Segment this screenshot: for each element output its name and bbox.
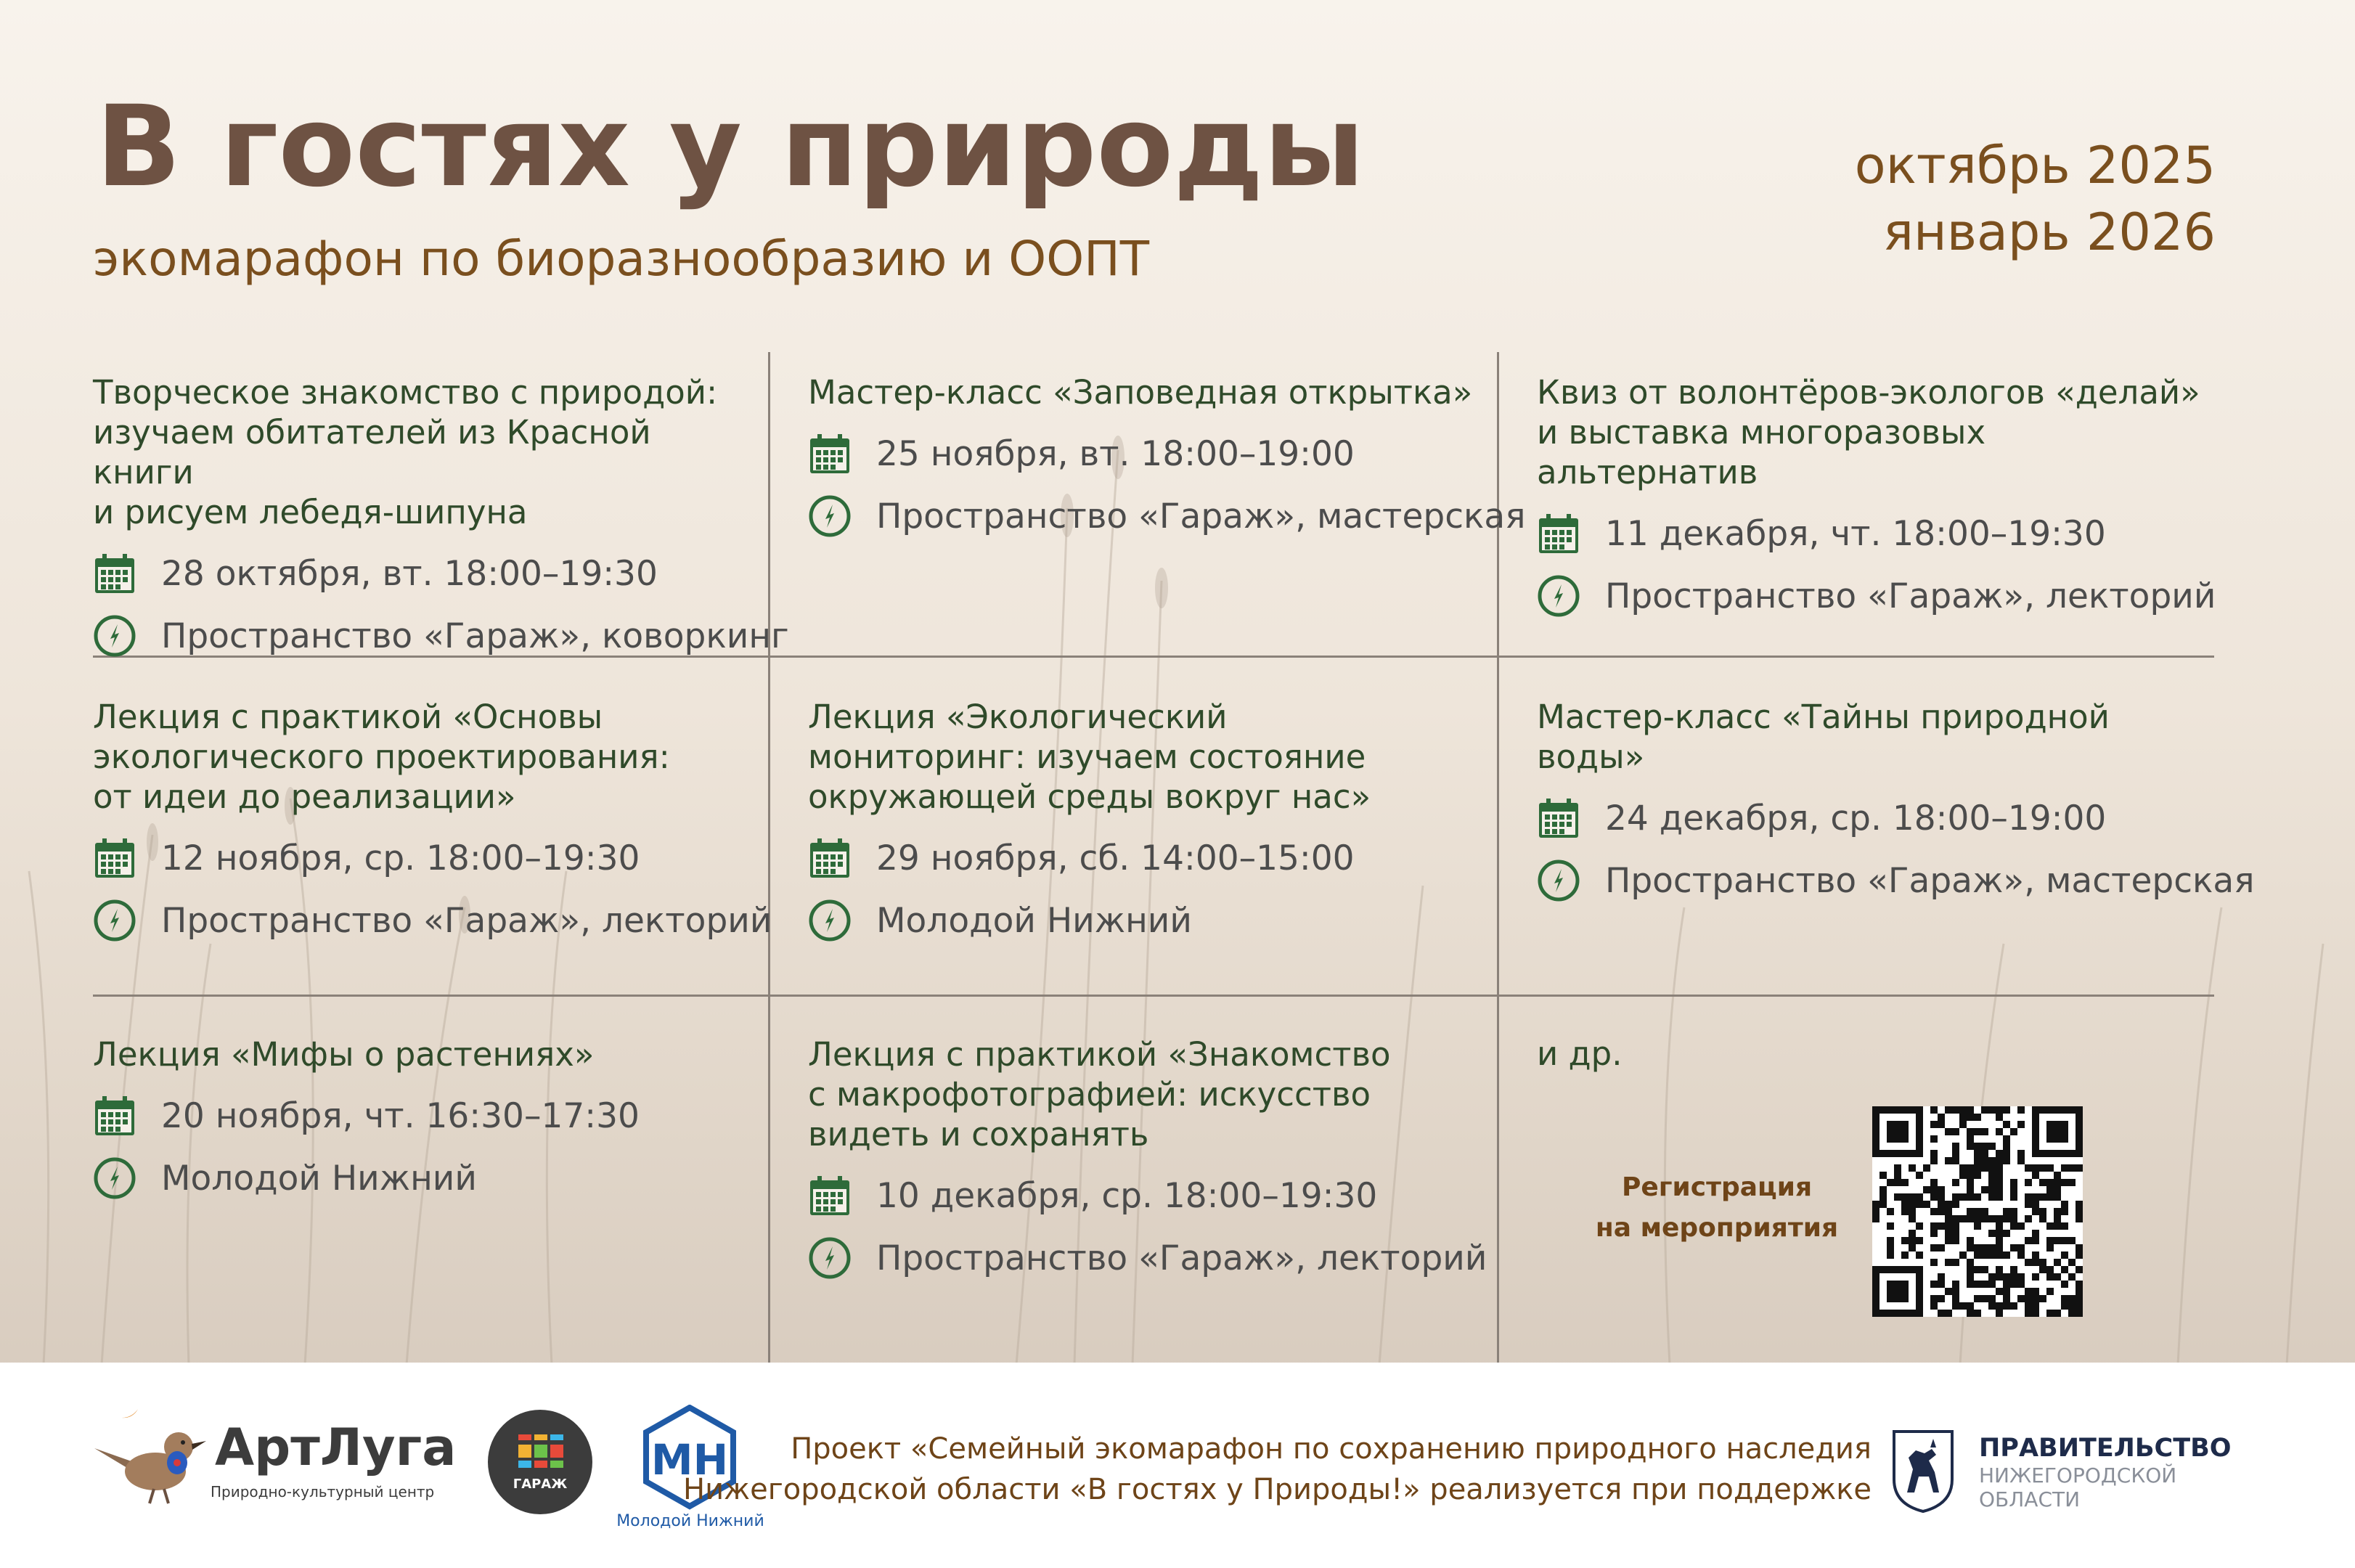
event-title	[808, 372, 1476, 412]
registration-label	[1593, 1167, 1840, 1249]
event-title-line: Мастер-класс «Заповедная открытка»	[808, 373, 1473, 412]
molodoy-nizhny-name: Молодой Нижний	[616, 1512, 764, 1530]
calendar-icon	[93, 552, 136, 595]
event-date: 28 октября, вт. 18:00–19:30	[161, 553, 658, 594]
event-card	[1537, 372, 2216, 616]
event-date-row	[808, 838, 1476, 878]
event-title-line: Квиз от волонтёров-экологов «делай»	[1537, 373, 2200, 412]
event-title-line: экологического проектирования:	[93, 738, 670, 776]
event-title	[808, 697, 1476, 817]
event-place: Пространство «Гараж», лекторий	[876, 1238, 1487, 1278]
government-name: ПРАВИТЕЛЬСТВО	[1979, 1434, 2232, 1463]
event-place-row	[1537, 576, 2216, 616]
event-date-row	[1537, 799, 2205, 838]
event-title-line: Лекция «Экологический	[808, 698, 1228, 736]
event-title	[1537, 697, 2205, 777]
project-line: Нижегородской области «В гостях у Природы!» реализуется при поддержке	[682, 1473, 1872, 1506]
event-title-line: окружающей среды вокруг нас»	[808, 777, 1371, 816]
government-region	[1979, 1463, 2197, 1511]
event-date: 10 декабря, ср. 18:00–19:30	[876, 1175, 1378, 1216]
event-title-line: мониторинг: изучаем состояние	[808, 738, 1366, 776]
event-date: 29 ноября, сб. 14:00–15:00	[876, 838, 1355, 878]
event-title-line: Лекция с практикой «Основы	[93, 698, 603, 736]
garage-logo	[486, 1408, 594, 1516]
calendar-icon	[808, 1174, 852, 1217]
event-card	[808, 697, 1476, 940]
marathon-dates	[1855, 132, 2216, 266]
more-events-text: и др.	[1537, 1034, 1623, 1073]
compass-icon	[808, 1236, 852, 1280]
event-place: Молодой Нижний	[161, 1158, 477, 1199]
compass-icon	[1537, 859, 1580, 902]
event-place-row	[93, 1159, 761, 1198]
event-place-row	[93, 616, 789, 656]
event-title	[808, 1034, 1476, 1154]
calendar-icon	[808, 836, 852, 880]
calendar-icon	[93, 836, 136, 880]
event-title-line: видеть и сохранять	[808, 1115, 1149, 1153]
compass-icon	[1537, 574, 1580, 618]
calendar-icon	[808, 432, 852, 475]
event-title-line: и рисуем лебедя-шипуна	[93, 493, 528, 531]
calendar-icon	[1537, 512, 1580, 555]
date-end: январь 2026	[1882, 203, 2216, 262]
event-title	[1537, 372, 2205, 492]
bird-icon	[93, 1405, 209, 1506]
event-place: Пространство «Гараж», мастерская	[876, 496, 1526, 536]
event-place: Пространство «Гараж», лекторий	[1605, 576, 2216, 616]
event-date: 25 ноября, вт. 18:00–19:00	[876, 433, 1355, 474]
registration-line: на мероприятия	[1595, 1213, 1839, 1243]
event-title-line: и выставка многоразовых альтернатив	[1537, 413, 1986, 491]
artluga-subtitle: Природно-культурный центр	[211, 1483, 435, 1500]
event-card	[808, 1034, 1487, 1278]
event-title-line: Лекция «Мифы о растениях»	[93, 1035, 595, 1074]
event-place-row	[1537, 860, 2255, 901]
event-title	[93, 1034, 761, 1074]
event-place: Пространство «Гараж», мастерская	[1605, 860, 2255, 901]
registration-qr-code[interactable]	[1872, 1106, 2083, 1317]
event-date: 11 декабря, чт. 18:00–19:30	[1605, 513, 2106, 554]
government-region-line: ОБЛАСТИ	[1979, 1487, 2081, 1511]
artluga-name: АртЛуга	[215, 1418, 457, 1477]
event-date: 12 ноября, ср. 18:00–19:30	[161, 838, 640, 878]
project-support-text	[683, 1429, 1872, 1510]
registration-line: Регистрация	[1621, 1172, 1813, 1202]
event-card	[93, 697, 772, 941]
compass-icon	[808, 494, 852, 538]
event-title-line: Мастер-класс «Тайны природной воды»	[1537, 698, 2110, 776]
date-start: октябрь 2025	[1854, 136, 2216, 195]
mn-monogram: МН	[650, 1435, 729, 1485]
event-title-line: от идеи до реализации»	[93, 777, 516, 816]
more-events-cell	[1537, 1034, 2205, 1073]
event-place-row	[808, 496, 1526, 536]
event-title-line: с макрофотографией: искусство	[808, 1075, 1371, 1114]
calendar-icon	[93, 1094, 136, 1138]
event-card	[1537, 697, 2255, 901]
event-title	[93, 697, 761, 817]
event-title-line: Творческое знакомство с природой:	[93, 373, 718, 412]
event-date: 24 декабря, ср. 18:00–19:00	[1605, 798, 2107, 838]
event-place-row	[808, 1238, 1487, 1278]
event-card	[808, 372, 1526, 536]
government-region-line: НИЖЕГОРОДСКОЙ	[1979, 1463, 2177, 1487]
event-date-row	[93, 838, 761, 878]
calendar-icon	[1537, 796, 1580, 840]
page-title: В гостях у природы	[96, 82, 1365, 212]
event-card	[93, 1034, 761, 1198]
compass-icon	[93, 614, 136, 658]
grid-divider	[768, 352, 770, 1363]
event-place: Пространство «Гараж», коворкинг	[161, 616, 789, 656]
event-date: 20 ноября, чт. 16:30–17:30	[161, 1095, 640, 1136]
grid-divider	[93, 995, 2214, 997]
garage-label: ГАРАЖ	[513, 1477, 568, 1492]
compass-icon	[93, 899, 136, 942]
event-title-line: изучаем обитателей из Красной книги	[93, 413, 651, 491]
event-date-row	[1537, 514, 2205, 553]
page-subtitle: экомарафон по биоразнообразию и ООПТ	[93, 231, 1150, 287]
event-place: Молодой Нижний	[876, 900, 1192, 941]
event-date-row	[93, 1096, 761, 1135]
compass-icon	[808, 899, 852, 942]
event-card	[93, 372, 789, 656]
event-date-row	[808, 1176, 1476, 1215]
event-place-row	[808, 901, 1476, 940]
project-line: Проект «Семейный экомарафон по сохранению природного наследия	[791, 1432, 1872, 1466]
event-place-row	[93, 900, 772, 941]
coat-of-arms-icon	[1891, 1429, 1955, 1514]
compass-icon	[93, 1156, 136, 1200]
event-title	[93, 372, 761, 532]
event-date-row	[808, 434, 1476, 473]
event-place: Пространство «Гараж», лекторий	[161, 900, 772, 941]
event-date-row	[93, 554, 761, 593]
artluga-logo	[93, 1405, 456, 1506]
event-title-line: Лекция с практикой «Знакомство	[808, 1035, 1391, 1074]
